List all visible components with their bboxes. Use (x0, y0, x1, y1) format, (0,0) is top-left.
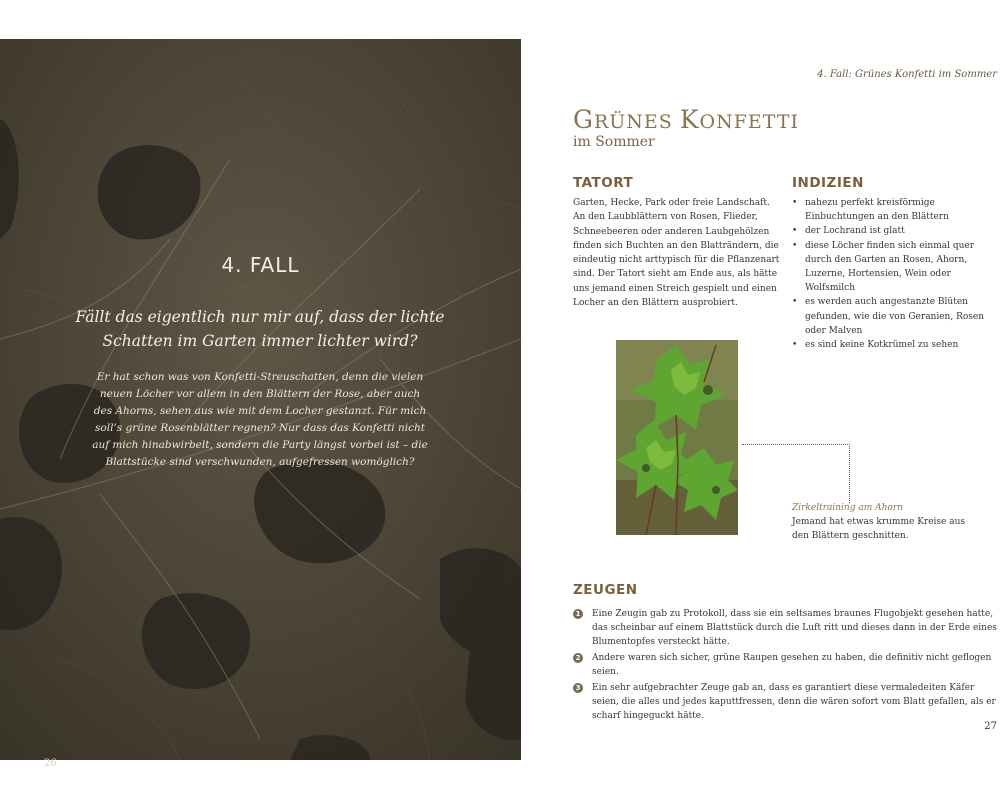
left-page (0, 39, 521, 769)
photo-caption (792, 501, 972, 543)
page-number-right: 27 (984, 721, 997, 732)
bullet-icon: • (792, 340, 798, 351)
list-item (792, 224, 1000, 238)
title-initial: K (679, 105, 700, 134)
tatort-text: Garten, Hecke, Park oder freie Landschaft. An den Laubblättern von Rosen, Flieder, Schneebeeren oder anderen Laubgehölzen finden sich Buchten an den Blatträndern, die eindeutig nicht arttypisch für die Pflanzenart sind. Der Tatort sieht am Ende aus, als hätte uns jemand einen Streich gespielt und einen Locher an den Blättern ausprobiert. (573, 198, 780, 309)
case-number: 4. FALL (221, 253, 300, 277)
zeugen-item-text: Ein sehr aufgebrachter Zeuge gab an, dass es garantiert diese vermaledeiten Käfer seien, die alles und jedes kaputtfressen, denn die wären sofort vom Blatt gefallen, als er scharf hingeguckt hätte. (592, 683, 996, 721)
list-item (573, 651, 998, 679)
caption-title: Zirkeltraining am Ahorn (792, 503, 903, 513)
tatort-heading: TATORT (573, 175, 634, 191)
indizien-item-text: der Lochrand ist glatt (805, 226, 905, 237)
number-badge: 2 (573, 653, 583, 663)
indizien-list (792, 196, 1000, 352)
title-smallcaps: RÜNES (593, 111, 680, 133)
page-title (573, 105, 799, 134)
zeugen-list (573, 607, 998, 723)
right-page (521, 39, 1000, 760)
zeugen-item-text: Andere waren sich sicher, grüne Raupen gesehen zu haben, die definitiv nicht geflogen seien. (592, 653, 992, 677)
title-smallcaps: ONFETTI (699, 111, 800, 133)
number-badge: 1 (573, 609, 583, 619)
caption-leader-line (742, 444, 850, 503)
list-item (792, 295, 1000, 338)
list-item (792, 196, 1000, 224)
title-initial: G (573, 105, 594, 134)
list-item (573, 607, 998, 649)
indizien-heading: INDIZIEN (792, 175, 864, 191)
indizien-item-text: nahezu perfekt kreisförmige Einbuchtungen an den Blättern (805, 198, 949, 223)
zeugen-heading: ZEUGEN (573, 582, 638, 598)
zeugen-item-text: Eine Zeugin gab zu Protokoll, dass sie ein seltsames braunes Flugobjekt gesehen hatte, das scheinbar auf einem Blattstück durch die Luft ritt und dieses dann in der Erde eines Blumentopfes versteckt hätte. (592, 609, 997, 647)
list-item (573, 681, 998, 723)
page-subtitle: im Sommer (573, 134, 655, 150)
bullet-icon: • (792, 226, 798, 237)
running-head: 4. Fall: Grünes Konfetti im Sommer (817, 69, 997, 80)
case-intro: Er hat schon was von Konfetti-Streuschatten, denn die vielen neuen Löcher vor allem in den Blättern der Rose, aber auch des Ahorns, sehen aus wie mit dem Locher gestanzt. Für mich soll’s grüne Rosenblätter regnen? Nur dass das Konfetti nicht auf mich hinabwirbelt, sondern die Party längst vorbei ist – die Blattstücke sind verschwunden, aufgefressen womöglich? (92, 371, 428, 468)
number-badge: 3 (573, 683, 583, 693)
maple-leaf-photo (616, 340, 738, 535)
case-question: Fällt das eigentlich nur mir auf, dass der lichte Schatten im Garten immer lichter wird? (75, 308, 445, 350)
bullet-icon: • (792, 198, 798, 208)
bullet-icon: • (792, 297, 798, 308)
bullet-icon: • (792, 240, 798, 251)
list-item (792, 239, 1000, 296)
indizien-item-text: es werden auch angestanzte Blüten gefunden, wie die von Geranien, Rosen oder Malven (805, 297, 985, 336)
list-item (792, 338, 1000, 352)
indizien-item-text: diese Löcher finden sich einmal quer durch den Garten an Rosen, Ahorn, Luzerne, Hortensien, Wein oder Wolfsmilch (805, 240, 975, 294)
indizien-item-text: es sind keine Kotkrümel zu sehen (805, 340, 959, 351)
page-number-left: 26 (44, 758, 57, 769)
caption-text: Jemand hat etwas krumme Kreise aus den Blättern geschnitten. (792, 517, 966, 541)
